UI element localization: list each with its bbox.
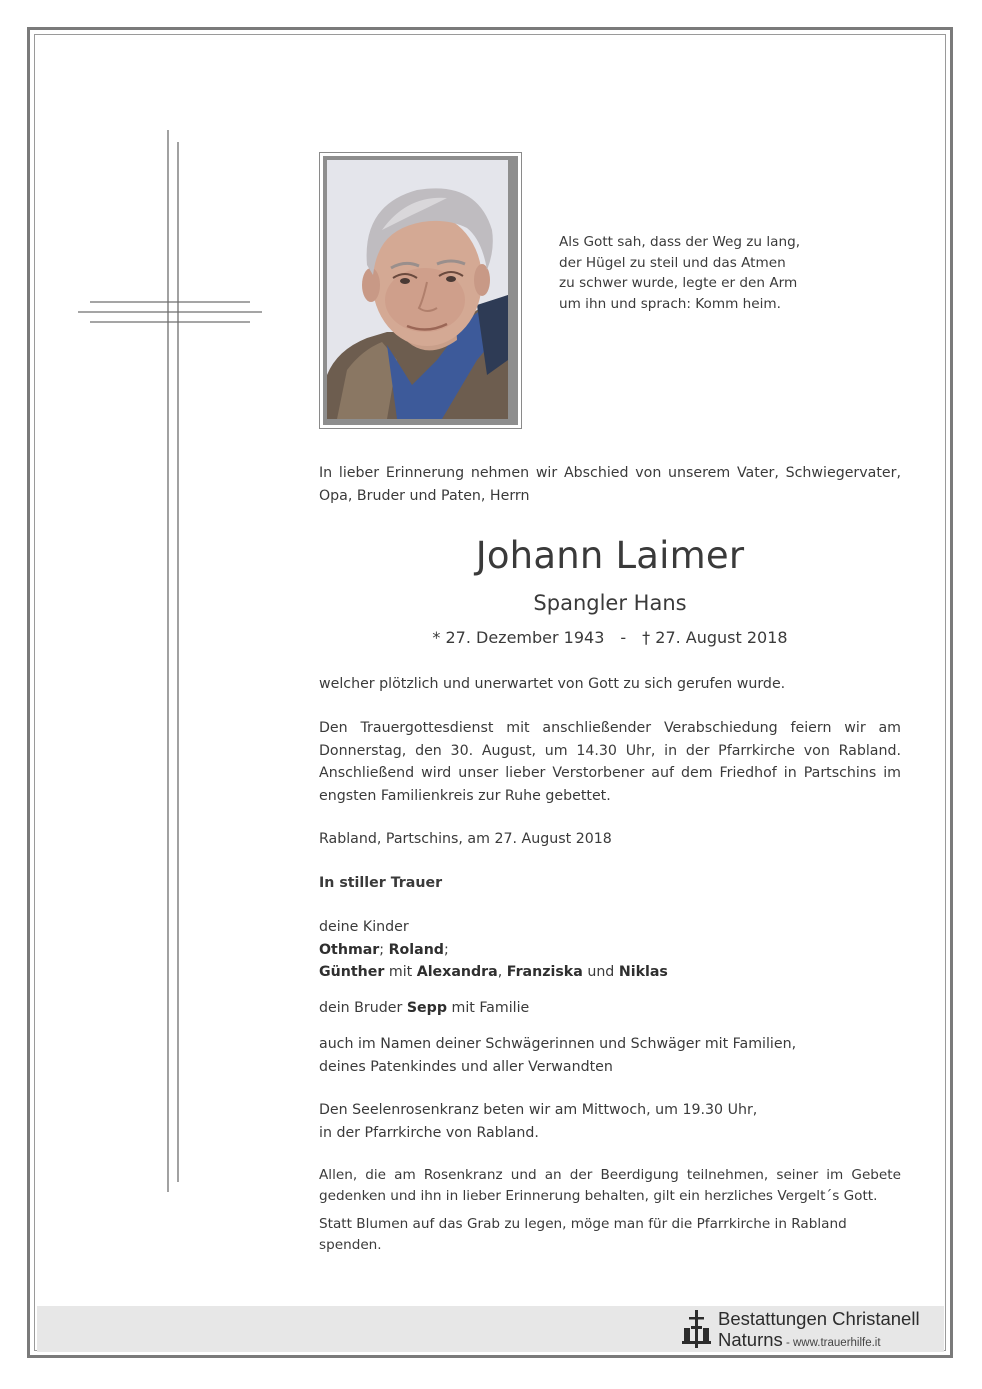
place-date: Rabland, Partschins, am 27. August 2018 <box>319 831 612 847</box>
service-text: Den Trauergottesdienst mit anschließender Verabschiedung feiern wir am Donnerstag, den 30. August, um 14.30 Uhr, in der Pfarrkirche von Rabland. Anschließend wird unser lieber Verstorbener auf dem Friedhof in Partschins im engsten Familienkreis zur Ruhe gebettet. <box>319 720 901 804</box>
company-location: Naturns <box>718 1329 783 1350</box>
date-separator: - <box>620 628 627 647</box>
children-intro: deine Kinder <box>319 919 409 935</box>
thanks-text: Allen, die am Rosenkranz und an der Beerdigung teilnehmen, seiner im Gebete gedenken und ihn in lieber Erinnerung behalten, gilt ein herzliches Vergelt´s Gott. <box>319 1167 901 1204</box>
company-name: Bestattungen Christanell <box>718 1308 920 1329</box>
deceased-nickname: Spangler Hans <box>533 591 687 615</box>
company-location-line <box>718 1330 881 1353</box>
children-line-2 <box>319 961 901 984</box>
grandchild-name: Alexandra <box>416 964 498 980</box>
funeral-home-logo-icon <box>680 1308 714 1350</box>
brother-line <box>319 997 901 1020</box>
connector: mit <box>384 964 417 980</box>
brother-suffix: mit Familie <box>446 1000 530 1016</box>
connector: und <box>582 964 619 980</box>
separator: ; <box>379 941 389 958</box>
children-block <box>319 916 901 984</box>
deceased-name: Johann Laimer <box>475 534 745 577</box>
grandchild-name: Niklas <box>618 964 668 980</box>
poem-line: zu schwer wurde, legte er den Arm <box>559 275 798 292</box>
cross-icon <box>74 126 266 1196</box>
child-name: Roland <box>388 941 444 958</box>
mourning-heading: In stiller Trauer <box>319 875 443 891</box>
life-dates <box>319 625 901 651</box>
poem-line: um ihn und sprach: Komm heim. <box>559 296 781 313</box>
separator: ; <box>443 941 449 958</box>
poem-line: Als Gott sah, dass der Weg zu lang, <box>559 234 801 250</box>
in-name-of-line: deines Patenkindes und aller Verwandten <box>319 1058 613 1075</box>
in-name-of-line: auch im Namen deiner Schwägerinnen und Schwäger mit Familien, <box>319 1036 797 1052</box>
intro-text: In lieber Erinnerung nehmen wir Abschied von unserem Vater, Schwiegervater, Opa, Bruder und Paten, Herrn <box>319 465 901 504</box>
death-date: † 27. August 2018 <box>642 628 788 647</box>
child-name: Günther <box>319 964 385 980</box>
rosary-text <box>319 1099 901 1144</box>
portrait-frame <box>319 152 522 429</box>
birth-date: * 27. Dezember 1943 <box>432 628 605 647</box>
separator: , <box>497 964 507 980</box>
brother-name: Sepp <box>406 1000 447 1016</box>
child-name: Othmar <box>319 941 380 958</box>
sudden-text: welcher plötzlich und unerwartet von Gott zu sich gerufen wurde. <box>319 676 786 692</box>
in-name-of <box>319 1033 901 1078</box>
grandchild-name: Franziska <box>506 964 583 980</box>
rosary-line: Den Seelenrosenkranz beten wir am Mittwoch, um 19.30 Uhr, <box>319 1102 758 1118</box>
rosary-line: in der Pfarrkirche von Rabland. <box>319 1124 539 1141</box>
poem <box>559 232 879 315</box>
portrait-photo <box>327 160 508 419</box>
poem-line: der Hügel zu steil und das Atmen <box>559 254 786 271</box>
website-link[interactable]: - www.trauerhilfe.it <box>782 1337 881 1349</box>
brother-prefix: dein Bruder <box>319 1000 407 1016</box>
children-line-1 <box>319 939 901 962</box>
flowers-text: Statt Blumen auf das Grab zu legen, möge man für die Pfarrkirche in Rabland spenden. <box>319 1216 847 1253</box>
